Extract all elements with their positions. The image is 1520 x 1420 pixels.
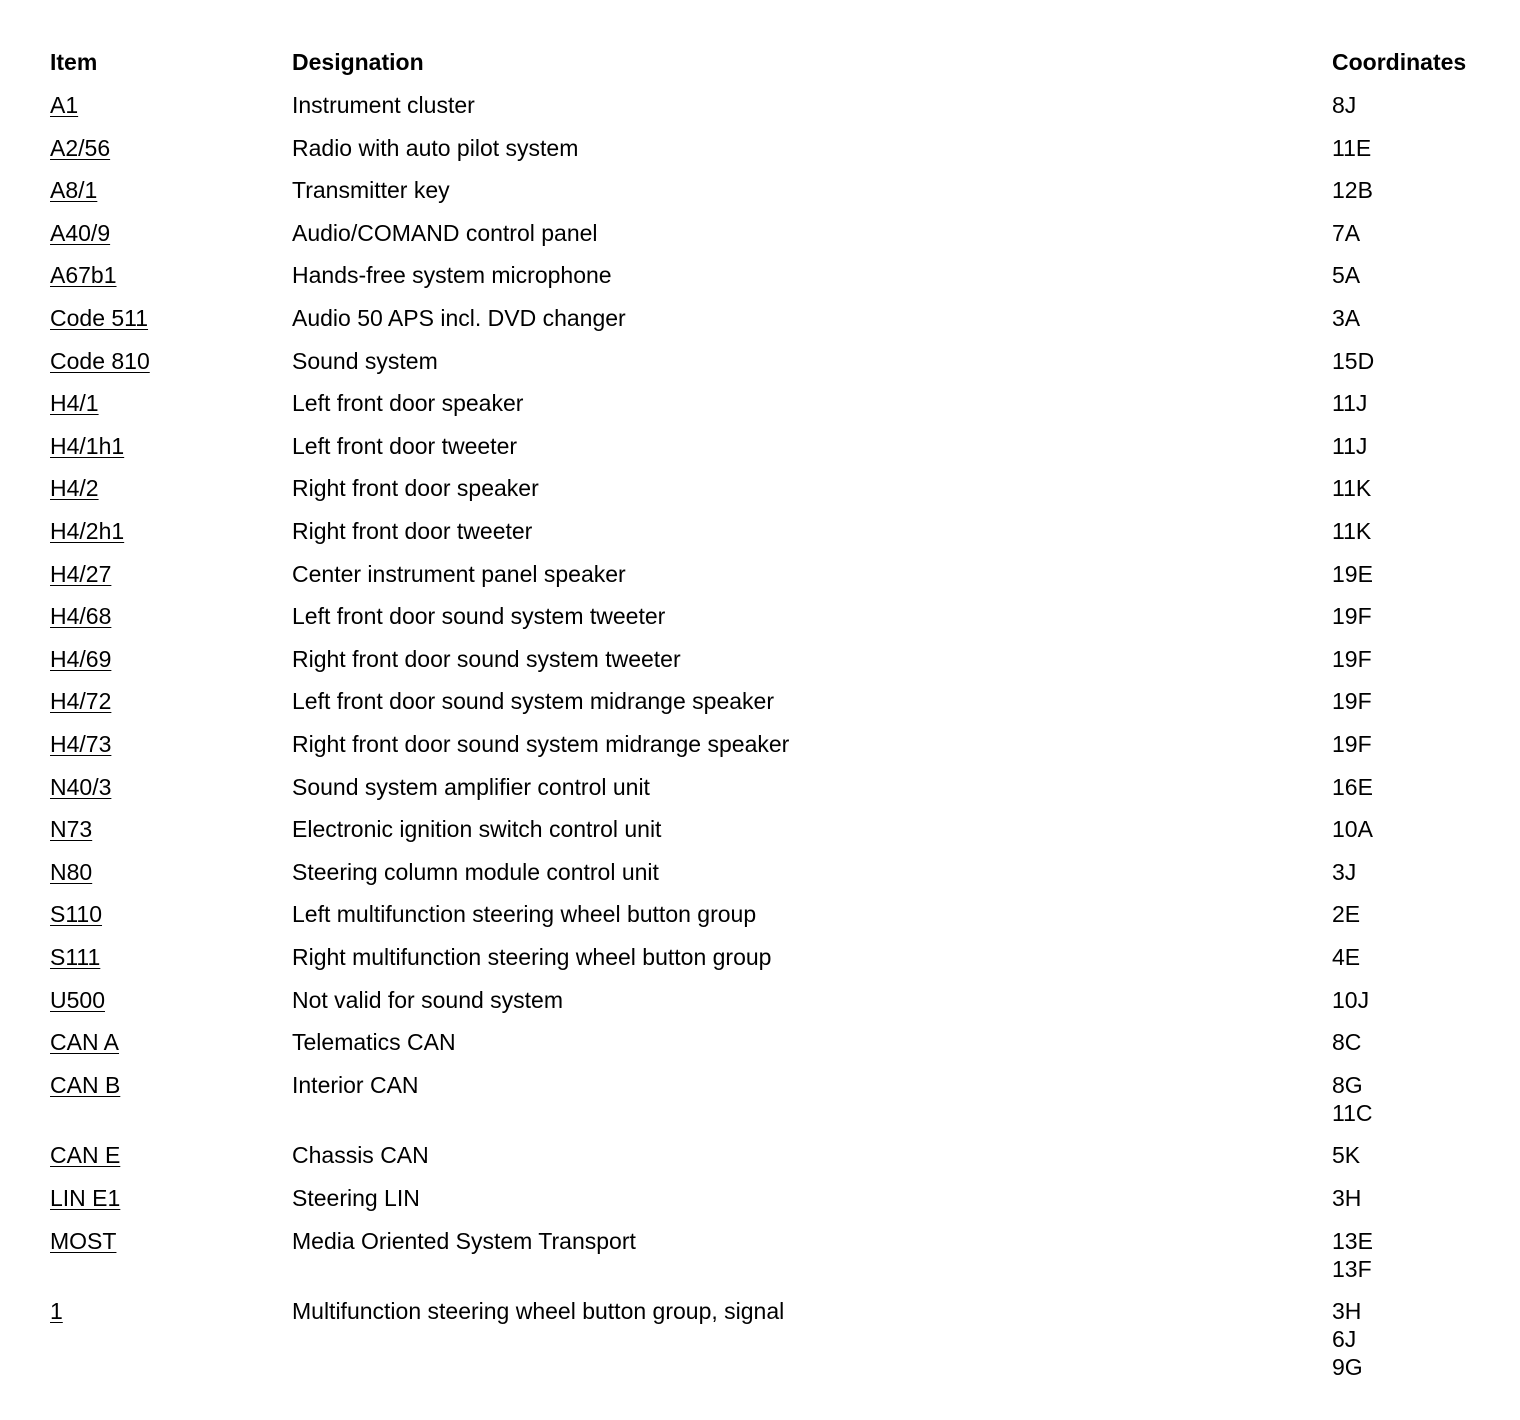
item-link[interactable]: Code 810	[50, 348, 150, 374]
item-link[interactable]: MOST	[50, 1228, 117, 1254]
header-coordinates: Coordinates	[1332, 49, 1467, 75]
coordinates-cell	[1332, 645, 1372, 673]
item-link[interactable]: A40/9	[50, 220, 111, 246]
designation-text: Left multifunction steering wheel button group	[292, 901, 757, 927]
designation-text: Telematics CAN	[292, 1029, 456, 1055]
coordinate-value: 10J	[1332, 987, 1370, 1013]
coordinates-cell	[1332, 304, 1360, 332]
coordinate-value: 7A	[1332, 220, 1361, 246]
coordinates-cell	[1332, 943, 1360, 971]
designation-text: Radio with auto pilot system	[292, 135, 579, 161]
designation-text: Center instrument panel speaker	[292, 561, 626, 587]
item-link[interactable]: H4/1	[50, 390, 99, 416]
designation-text: Transmitter key	[292, 177, 450, 203]
coordinate-value: 11C	[1332, 1100, 1373, 1126]
coordinates-cell	[1332, 900, 1360, 928]
coordinates-cell	[1332, 773, 1373, 801]
coordinate-value: 4E	[1332, 944, 1361, 970]
designation-text: Left front door sound system midrange speaker	[292, 688, 774, 714]
coordinates-cell	[1332, 602, 1372, 630]
item-link[interactable]: A2/56	[50, 135, 111, 161]
coordinates-cell	[1332, 815, 1373, 843]
coordinates-cell	[1332, 261, 1360, 289]
designation-text: Interior CAN	[292, 1072, 419, 1098]
coordinate-value: 8C	[1332, 1029, 1362, 1055]
coordinate-value: 3H	[1332, 1298, 1362, 1324]
designation-text: Right front door tweeter	[292, 518, 533, 544]
coordinates-cell	[1332, 389, 1367, 417]
coordinates-cell	[1332, 219, 1360, 247]
header-designation: Designation	[292, 49, 424, 75]
item-link[interactable]: H4/2	[50, 475, 99, 501]
coordinate-value: 19E	[1332, 561, 1373, 587]
designation-text: Right front door sound system midrange speaker	[292, 731, 790, 757]
designation-text: Multifunction steering wheel button group, signal	[292, 1298, 785, 1324]
designation-text: Chassis CAN	[292, 1142, 429, 1168]
coordinates-cell	[1332, 517, 1371, 545]
designation-text: Hands-free system microphone	[292, 262, 612, 288]
item-link[interactable]: CAN E	[50, 1142, 121, 1168]
item-link[interactable]: H4/68	[50, 603, 112, 629]
item-link[interactable]: N80	[50, 859, 93, 885]
coordinate-value: 19F	[1332, 731, 1372, 757]
coordinate-value: 3J	[1332, 859, 1357, 885]
item-link[interactable]: Code 511	[50, 305, 149, 331]
item-link[interactable]: H4/2h1	[50, 518, 125, 544]
coordinate-value: 2E	[1332, 901, 1361, 927]
coordinates-cell	[1332, 347, 1374, 375]
coordinate-value: 11K	[1332, 518, 1372, 544]
designation-text: Left front door sound system tweeter	[292, 603, 666, 629]
coordinates-cell	[1332, 730, 1372, 758]
designation-text: Audio 50 APS incl. DVD changer	[292, 305, 626, 331]
coordinate-value: 3A	[1332, 305, 1361, 331]
coordinate-value: 16E	[1332, 774, 1373, 800]
designation-text: Right multifunction steering wheel button group	[292, 944, 772, 970]
item-link[interactable]: U500	[50, 987, 105, 1013]
coordinate-value: 12B	[1332, 177, 1373, 203]
coordinates-cell	[1332, 1141, 1360, 1169]
item-link[interactable]: 1	[50, 1298, 63, 1324]
coordinate-value: 10A	[1332, 816, 1373, 842]
coordinate-value: 11E	[1332, 135, 1372, 161]
designation-text: Steering LIN	[292, 1185, 420, 1211]
coordinates-cell	[1332, 1227, 1373, 1283]
designation-text: Left front door speaker	[292, 390, 524, 416]
item-link[interactable]: CAN B	[50, 1072, 121, 1098]
coordinates-cell	[1332, 858, 1356, 886]
item-link[interactable]: A8/1	[50, 177, 98, 203]
coordinates-cell	[1332, 1184, 1361, 1212]
item-link[interactable]: N73	[50, 816, 93, 842]
designation-text: Media Oriented System Transport	[292, 1228, 636, 1254]
coordinate-value: 11J	[1332, 390, 1368, 416]
coordinate-value: 5A	[1332, 262, 1361, 288]
coordinate-value: 6J	[1332, 1326, 1357, 1352]
designation-text: Right front door speaker	[292, 475, 539, 501]
item-link[interactable]: S110	[50, 901, 103, 927]
designation-text: Sound system	[292, 348, 438, 374]
coordinate-value: 11J	[1332, 433, 1368, 459]
coordinate-value: 13E	[1332, 1228, 1373, 1254]
coordinates-cell	[1332, 474, 1371, 502]
coordinates-cell	[1332, 91, 1356, 119]
designation-text: Left front door tweeter	[292, 433, 518, 459]
item-link[interactable]: LIN E1	[50, 1185, 121, 1211]
designation-text: Instrument cluster	[292, 92, 475, 118]
table-header	[0, 48, 1520, 78]
item-link[interactable]: H4/73	[50, 731, 112, 757]
item-link[interactable]: H4/72	[50, 688, 112, 714]
coordinate-value: 9G	[1332, 1354, 1363, 1380]
item-link[interactable]: S111	[50, 944, 101, 970]
item-link[interactable]: H4/1h1	[50, 433, 125, 459]
coordinate-value: 8G	[1332, 1072, 1363, 1098]
item-link[interactable]: H4/69	[50, 646, 112, 672]
coordinate-value: 8J	[1332, 92, 1357, 118]
coordinate-value: 19F	[1332, 688, 1372, 714]
coordinate-value: 13F	[1332, 1256, 1372, 1282]
coordinate-value: 19F	[1332, 603, 1372, 629]
coordinates-cell	[1332, 560, 1373, 588]
coordinate-value: 15D	[1332, 348, 1375, 374]
coordinates-cell	[1332, 1028, 1361, 1056]
coordinates-cell	[1332, 134, 1371, 162]
coordinates-cell	[1332, 687, 1372, 715]
item-link[interactable]: H4/27	[50, 561, 112, 587]
coordinates-cell	[1332, 1297, 1363, 1381]
item-link[interactable]: CAN A	[50, 1029, 120, 1055]
item-link[interactable]: N40/3	[50, 774, 112, 800]
designation-text: Sound system amplifier control unit	[292, 774, 650, 800]
coordinates-cell	[1332, 1071, 1373, 1127]
coordinate-value: 3H	[1332, 1185, 1362, 1211]
item-link[interactable]: A67b1	[50, 262, 117, 288]
designation-text: Steering column module control unit	[292, 859, 659, 885]
designation-text: Not valid for sound system	[292, 987, 564, 1013]
coordinates-cell	[1332, 176, 1373, 204]
item-link[interactable]: A1	[50, 92, 79, 118]
header-item: Item	[50, 49, 98, 75]
coordinate-value: 5K	[1332, 1142, 1361, 1168]
coordinate-value: 19F	[1332, 646, 1372, 672]
coordinates-cell	[1332, 432, 1367, 460]
designation-text: Electronic ignition switch control unit	[292, 816, 662, 842]
coordinate-value: 11K	[1332, 475, 1372, 501]
designation-text: Right front door sound system tweeter	[292, 646, 681, 672]
coordinates-cell	[1332, 986, 1369, 1014]
designation-text: Audio/COMAND control panel	[292, 220, 598, 246]
